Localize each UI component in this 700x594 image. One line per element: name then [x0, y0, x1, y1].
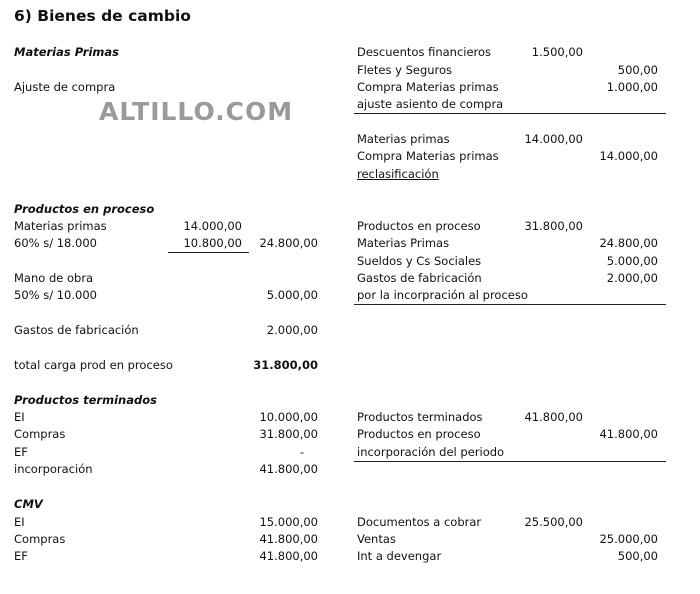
pt-row-label: EF [14, 445, 28, 459]
entry-separator [354, 304, 666, 305]
pp-row-value2: 5.000,00 [266, 288, 318, 302]
watermark-logo: ALTILLO.COM [99, 97, 294, 126]
entry-separator [354, 113, 666, 114]
section-heading-productos-terminados: Productos terminados [14, 393, 157, 407]
section-heading-materias-primas: Materias Primas [14, 45, 119, 59]
journal-debe: 31.800,00 [524, 219, 583, 233]
pp-row-value1: 10.800,00 [183, 236, 242, 250]
journal-account: Materias Primas [357, 236, 450, 250]
pp-row-value2: 2.000,00 [266, 323, 318, 337]
pp-row-label: Gastos de fabricación [14, 323, 139, 337]
pt-row-label: EI [14, 410, 25, 424]
journal-account: Gastos de fabricación [357, 271, 482, 285]
journal-caption: por la incorpración al proceso [357, 288, 528, 302]
journal-haber: 500,00 [617, 63, 658, 77]
cmv-row-value: 15.000,00 [259, 515, 318, 529]
journal-account: Productos en proceso [357, 219, 481, 233]
pt-row-value: 31.800,00 [259, 427, 318, 441]
journal-debe: 1.500,00 [531, 45, 583, 59]
cmv-row-label: EI [14, 515, 25, 529]
journal-account: Materias primas [357, 132, 450, 146]
label-ajuste-compra: Ajuste de compra [14, 80, 116, 94]
pt-row-value: - [299, 445, 304, 459]
cmv-row-value: 41.800,00 [259, 549, 318, 563]
journal-haber: 2.000,00 [606, 271, 658, 285]
journal-account: Documentos a cobrar [357, 515, 482, 529]
journal-caption: incorporación del periodo [357, 445, 505, 459]
journal-account: Fletes y Seguros [357, 63, 453, 77]
journal-caption: reclasificación [357, 167, 439, 181]
subtotal-rule [168, 252, 249, 253]
cmv-row-label: EF [14, 549, 28, 563]
journal-haber: 500,00 [617, 549, 658, 563]
journal-account: Ventas [357, 532, 396, 546]
journal-debe: 25.500,00 [524, 515, 583, 529]
pp-row-label: 60% s/ 18.000 [14, 236, 97, 250]
pp-total-value: 31.800,00 [253, 358, 318, 372]
journal-haber: 5.000,00 [606, 254, 658, 268]
pt-row-label: incorporación [14, 462, 93, 476]
journal-account: Compra Materias primas [357, 149, 499, 163]
pp-total-label: total carga prod en proceso [14, 358, 173, 372]
cmv-row-label: Compras [14, 532, 66, 546]
journal-haber: 24.800,00 [599, 236, 658, 250]
journal-haber: 25.000,00 [599, 532, 658, 546]
pp-row-value2: 24.800,00 [259, 236, 318, 250]
journal-debe: 41.800,00 [524, 410, 583, 424]
page-title: 6) Bienes de cambio [14, 7, 191, 25]
cmv-row-value: 41.800,00 [259, 532, 318, 546]
section-heading-cmv: CMV [14, 497, 43, 511]
pp-row-value1: 14.000,00 [183, 219, 242, 233]
pt-row-value: 10.000,00 [259, 410, 318, 424]
journal-caption: ajuste asiento de compra [357, 97, 504, 111]
journal-haber: 1.000,00 [606, 80, 658, 94]
pp-row-label: 50% s/ 10.000 [14, 288, 97, 302]
pt-row-value: 41.800,00 [259, 462, 318, 476]
pt-row-label: Compras [14, 427, 66, 441]
journal-haber: 41.800,00 [599, 427, 658, 441]
journal-account: Sueldos y Cs Sociales [357, 254, 482, 268]
journal-account: Productos terminados [357, 410, 483, 424]
journal-account: Int a devengar [357, 549, 442, 563]
journal-debe: 14.000,00 [524, 132, 583, 146]
journal-account: Productos en proceso [357, 427, 481, 441]
journal-account: Descuentos financieros [357, 45, 492, 59]
journal-haber: 14.000,00 [599, 149, 658, 163]
section-heading-productos-proceso: Productos en proceso [14, 202, 155, 216]
journal-account: Compra Materias primas [357, 80, 499, 94]
entry-separator [354, 461, 666, 462]
pp-row-label: Materias primas [14, 219, 107, 233]
pp-row-label: Mano de obra [14, 271, 94, 285]
